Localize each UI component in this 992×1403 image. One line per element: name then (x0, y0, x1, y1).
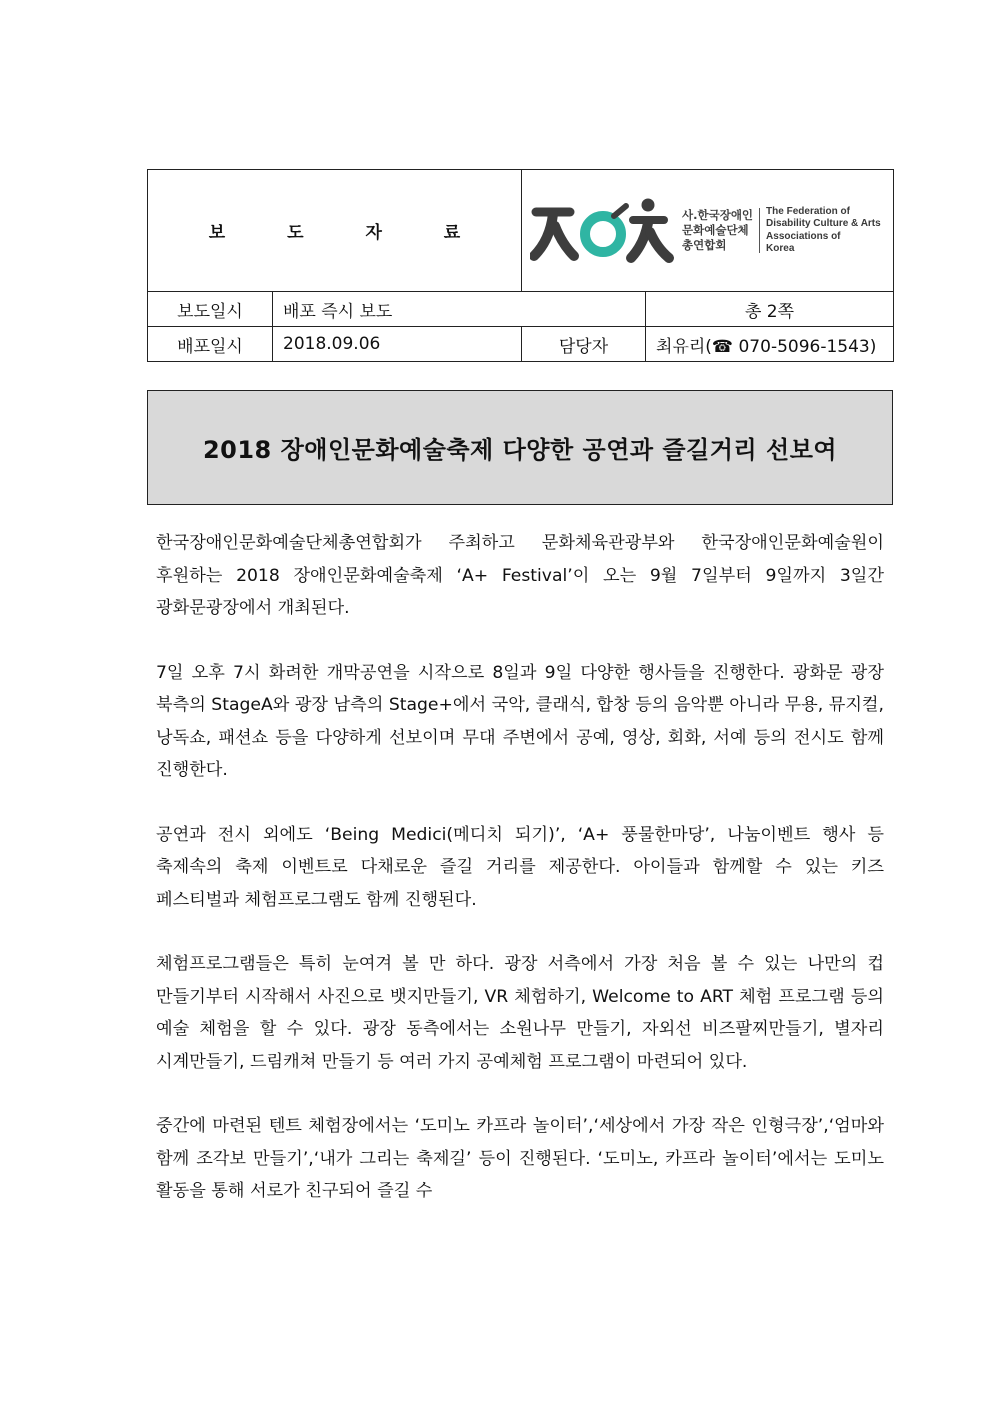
organization-logo-icon (530, 196, 676, 266)
paragraph-1: 한국장애인문화예술단체총연합회가 주최하고 문화체육관광부와 한국장애인문화예술원이 후원하는 2018 장애인문화예술축제 ‘A+ Festival’이 오는 9월 7일부터 9일까지 3일간 광화문광장에서 개최된다. (156, 533, 884, 618)
article-body (156, 527, 884, 1240)
logo-korean-name: 사.한국장애인 문화예술단체 총연합회 (682, 208, 760, 253)
headline-box (147, 390, 893, 505)
paragraph-5: 중간에 마련된 텐트 체험장에서는 ‘도미노 카프라 놀이터’,‘세상에서 가장 작은 인형극장’,‘엄마와 함께 조각보 만들기’,‘내가 그리는 축제길’ 등이 진행된다. ‘도미노, 카프라 놀이터’에서는 도미노 활동을 통해 서로가 친구되어 즐길 수 (156, 1116, 884, 1201)
release-date-label: 보도일시 (148, 292, 273, 327)
contact-value: 최유리(☎ 070-5096-1543) (646, 327, 894, 362)
distribution-date-label: 배포일시 (148, 327, 273, 362)
page-count: 총 2쪽 (646, 292, 894, 327)
organization-logo (522, 170, 894, 292)
document-title: 보 도 자 료 (148, 170, 522, 292)
contact-label: 담당자 (522, 327, 646, 362)
headline: 2018 장애인문화예술축제 다양한 공연과 즐길거리 선보여 (202, 436, 838, 464)
release-date-value: 배포 즉시 보도 (273, 292, 646, 327)
paragraph-4: 체험프로그램들은 특히 눈여겨 볼 만 하다. 광장 서측에서 가장 처음 볼 수 있는 나만의 컵 만들기부터 시작해서 사진으로 뱃지만들기, VR 체험하기, Welcome to ART 체험 프로그램 등의 예술 체험을 할 수 있다. 광장 동측에서는 소원나무 만들기, 자외선 비즈팔찌만들기, 별자리 시계만들기, 드림캐쳐 만들기 등 여러 가지 공예체험 프로그램이 마련되어 있다. (156, 954, 884, 1072)
logo-english-name: The Federation of Disability Culture & Arts Associations of Korea (766, 205, 881, 254)
distribution-date-value: 2018.09.06 (273, 327, 522, 362)
press-release-header-table (147, 169, 894, 362)
paragraph-2: 7일 오후 7시 화려한 개막공연을 시작으로 8일과 9일 다양한 행사들을 진행한다. 광화문 광장 북측의 StageA와 광장 남측의 Stage+에서 국악, 클래식, 합창 등의 음악뿐 아니라 무용, 뮤지컬, 낭독쇼, 패션쇼 등을 다양하게 선보이며 무대 주변에서 공예, 영상, 회화, 서예 등의 전시도 함께 진행한다. (156, 662, 884, 780)
paragraph-3: 공연과 전시 외에도 ‘Being Medici(메디치 되기)’, ‘A+ 풍물한마당’, 나눔이벤트 행사 등 축제속의 축제 이벤트로 다채로운 즐길 거리를 제공한다. 아이들과 함께할 수 있는 키즈 페스티벌과 체험프로그램도 함께 진행된다. (156, 824, 884, 910)
